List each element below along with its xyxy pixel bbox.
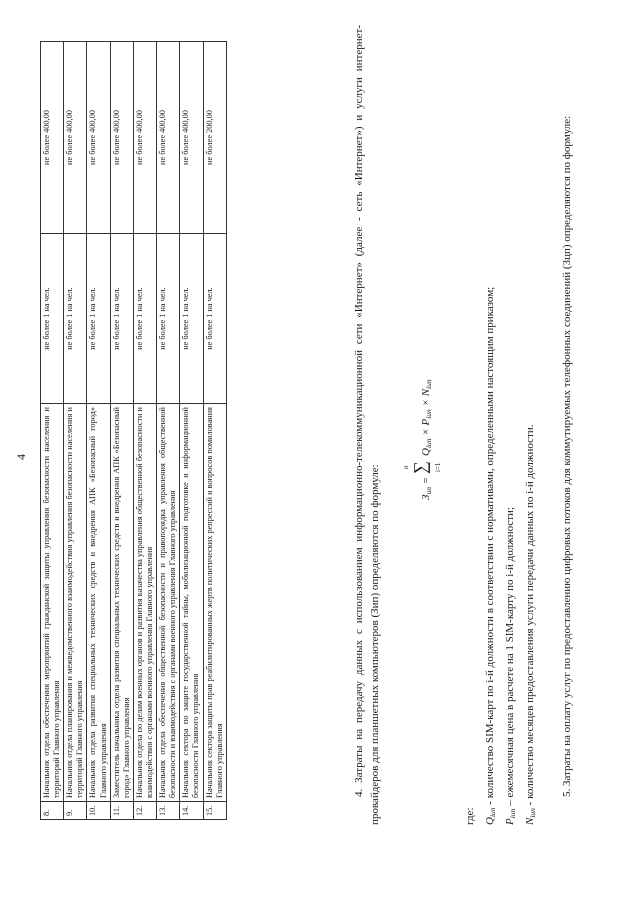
position-title: Начальник отдела развития специальных технических средств и внедрения АПК «Безопасный город» Главного управления [87,404,110,802]
row-number: 11. [110,802,133,820]
price-limit: не более 400,00 [133,42,156,234]
section-5-paragraph: 5. Затраты на оплату услуг по предоставлению цифровых потоков для коммутируемых телефонных соединений (Зцп) определяются по формуле: [561,115,573,797]
row-number: 15. [203,802,226,820]
definition-n: $N_{iип}$ - количество месяцев предоставления услуги передачи данных по i-й должности. [524,424,537,825]
quantity-norm: не более 1 на чел. [110,234,133,404]
sum-upper-limit: n [402,465,410,469]
position-title: Начальник сектора по защите государственной тайны, мобилизационной подготовке и информационной безопасности Главного управления [180,404,203,802]
definition-q: $Q_{iип}$ - количество SIM-карт по i-й должности в соответствии с нормативами, определенными настоящим приказом; [484,286,497,825]
price-limit: не более 400,00 [87,42,110,234]
table-row [180,42,203,820]
price-limit: не более 400,00 [110,42,133,234]
table-row [64,42,87,820]
formula-lhs: $З_{ип}$ = [420,476,433,500]
table-row [110,42,133,820]
table-row [133,42,156,820]
position-title: Начальник сектора защиты прав реабилитированных жертв политических репрессий и вопросов помилования Главного управления [203,404,226,802]
quantity-norm: не более 1 на чел. [41,234,64,404]
formula-rhs: $Q_{iип} \times P_{iип} \times N_{iип}$ [420,379,433,456]
section-4-paragraph: 4. Затраты на передачу данных с использованием информационно-телекоммуникационной сети «Интернет» (далее - сеть «Интернет») и услуги интернет-провайдеров для планшетных компьютеров (Зип) определяются по формуле: [353,25,381,825]
position-title: Начальник отдела обеспечения мероприятий гражданской защиты управления безопасности населения и территорий Главного управления [41,404,64,802]
row-number: 9. [64,802,87,820]
table-row [157,42,180,820]
row-number: 14. [180,802,203,820]
positions-table [40,41,227,820]
quantity-norm: не более 1 на чел. [133,234,156,404]
position-title: Начальник отдела по делам военных органов и развития казачества управления общественной безопасности и взаимодействия с органами военного управления Главного управления [133,404,156,802]
definition-p: $P_{iип}$ – ежемесячная цена в расчете на 1 SIM-карту по i-й должности; [504,507,517,825]
page-number: 4 [14,454,28,460]
summation-sign: ∑ [410,461,430,474]
sum-lower-limit: i=1 [434,462,442,472]
price-limit: не более 400,00 [157,42,180,234]
price-limit: не более 400,00 [180,42,203,234]
table-row [41,42,64,820]
quantity-norm: не более 1 на чел. [87,234,110,404]
position-title: Начальник отдела обеспечения общественной безопасности и правопорядка управления общественной безопасности и взаимодействия с органами военного управления Главного управления [157,404,180,802]
where-label: где: [464,807,476,825]
quantity-norm: не более 1 на чел. [157,234,180,404]
table-row [203,42,226,820]
quantity-norm: не более 1 на чел. [203,234,226,404]
row-number: 12. [133,802,156,820]
position-title: Заместитель начальника отдела развития специальных технических средств и внедрения АПК «Безопасный город» Главного управления [110,404,133,802]
quantity-norm: не более 1 на чел. [64,234,87,404]
internet-cost-formula [402,350,452,500]
row-number: 8. [41,802,64,820]
table-row [87,42,110,820]
price-limit: не более 400,00 [64,42,87,234]
price-limit: не более 200,00 [203,42,226,234]
row-number: 13. [157,802,180,820]
price-limit: не более 400,00 [41,42,64,234]
quantity-norm: не более 1 на чел. [180,234,203,404]
position-title: Начальник отдела планирования и межведомственного взаимодействия управления безопасности населения и территорий Главного управления [64,404,87,802]
row-number: 10. [87,802,110,820]
